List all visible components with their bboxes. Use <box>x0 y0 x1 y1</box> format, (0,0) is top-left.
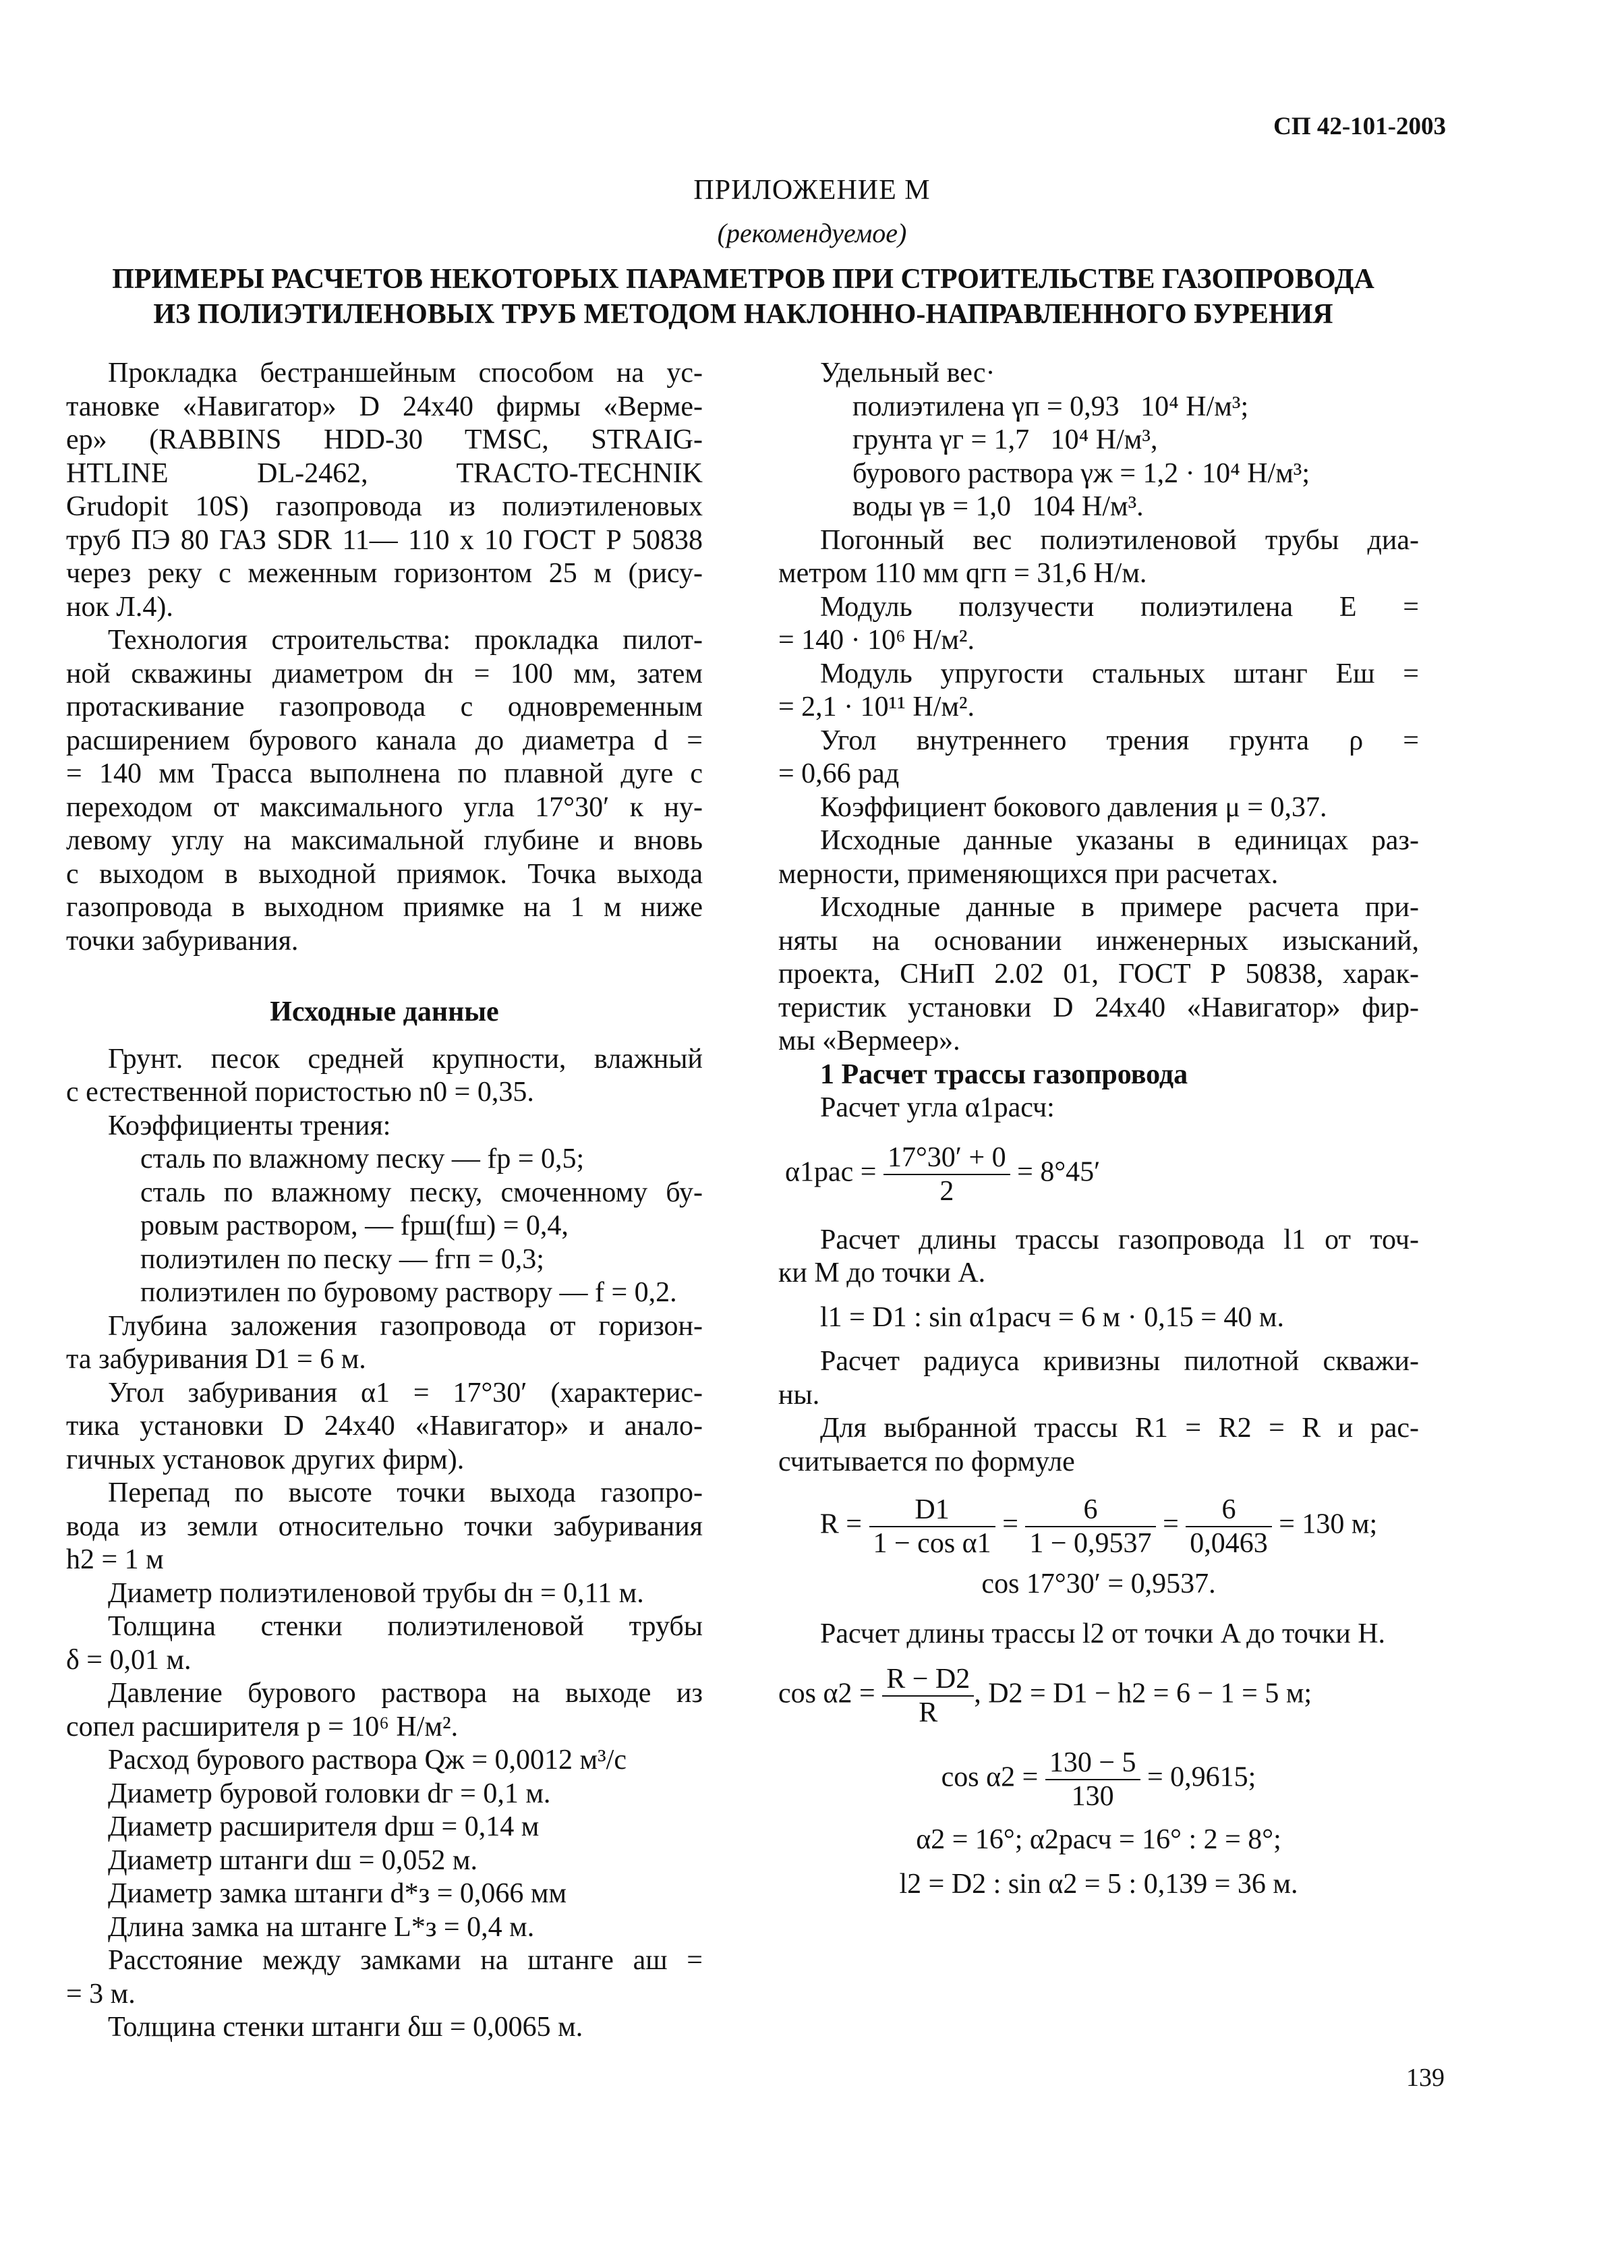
text-line: Погонный вес полиэтиленовой трубы диа- <box>820 524 1419 556</box>
text-line: мы «Вермеер». <box>778 1025 960 1056</box>
text-line: Толщина стенки полиэтиленовой трубы <box>108 1611 703 1642</box>
technology-paragraph <box>66 624 703 958</box>
text-line: Расстояние между замками на штанге aш = <box>108 1945 703 1976</box>
text-line: Grudopit 10S) газопровода из полиэтиленовых <box>66 491 703 522</box>
fraction <box>1025 1494 1155 1560</box>
text-line: Расчет длины трассы l2 от точки A до точки H. <box>820 1618 1386 1649</box>
denominator: 1 − cos α1 <box>873 1528 991 1559</box>
text-line: левому углу на максимальной глубине и вновь <box>66 825 703 856</box>
formula-angle <box>778 1141 1419 1208</box>
text-line: Диаметр замка штанги d*з = 0,066 мм <box>108 1878 567 1909</box>
denominator: 2 <box>939 1175 954 1207</box>
text-line: δ = 0,01 м. <box>66 1644 192 1676</box>
text-line: = 2,1 · 10¹¹ Н/м². <box>778 691 975 722</box>
numerator: 17°30′ + 0 <box>883 1141 1010 1175</box>
equals-sign: = <box>1002 1508 1018 1540</box>
text-line: та забуривания D1 = 6 м. <box>66 1344 366 1375</box>
text-line: Расход бурового раствора Qж = 0,0012 м³/с <box>108 1745 627 1776</box>
text-line: ны. <box>778 1379 820 1411</box>
main-heading-line-1: ПРИМЕРЫ РАСЧЕТОВ НЕКОТОРЫХ ПАРАМЕТРОВ ПРИ СТРОИТЕЛЬСТВЕ ГАЗОПРОВОДА <box>112 264 1374 295</box>
text-line: Угол забуривания α1 = 17°30′ (характерис- <box>108 1377 703 1409</box>
weight-item: грунта γг = 1,7 10⁴ Н/м³, <box>852 424 1158 455</box>
text-line: ной скважины диаметром dн = 100 мм, затем <box>66 658 703 689</box>
formula-cos-alpha2-value <box>778 1747 1419 1813</box>
text-line: Глубина заложения газопровода от горизон- <box>108 1310 703 1342</box>
fraction <box>869 1494 995 1560</box>
text-line: Диаметр полиэтиленовой трубы dн = 0,11 м. <box>108 1577 644 1609</box>
formula-cos-value: cos 17°30′ = 0,9537. <box>981 1568 1216 1599</box>
text-line: Расчет длины трассы газопровода l1 от точ- <box>820 1224 1419 1255</box>
formula-radius <box>778 1494 1419 1560</box>
formula-length-1: l1 = D1 : sin α1расч = 6 м · 0,15 = 40 м. <box>820 1301 1284 1333</box>
section-title-input-data: Исходные данные <box>270 996 499 1027</box>
text-line: Расчет угла α1расч: <box>820 1092 1055 1123</box>
text-line: Давление бурового раствора на выходе из <box>108 1678 703 1709</box>
text-line: Удельный вес· <box>820 358 995 389</box>
appendix-note: (рекомендуемое) <box>717 218 907 248</box>
main-heading <box>61 262 1426 332</box>
text-line: гичных установок других фирм). <box>66 1444 465 1475</box>
text-line: HTLINE DL-2462, TRACTO-TECHNIK <box>66 457 703 489</box>
equals-sign: = <box>1163 1508 1179 1540</box>
text-line: Технология строительства: прокладка пилот- <box>108 625 703 656</box>
fraction <box>883 1141 1010 1208</box>
text-line: тика установки D 24x40 «Навигатор» и анало- <box>66 1411 703 1442</box>
text-line: с естественной пористостью n0 = 0,35. <box>66 1077 534 1108</box>
text-line: h2 = 1 м <box>66 1544 164 1575</box>
formula-lhs: cos α2 = <box>778 1678 875 1709</box>
text-line: сопел расширителя p = 10⁶ Н/м². <box>66 1711 459 1742</box>
text-line: Диаметр расширителя dрш = 0,14 м <box>108 1811 540 1842</box>
text-line: Модуль упругости стальных штанг Eш = <box>820 658 1419 689</box>
weight-item: полиэтилена γп = 0,93 10⁴ Н/м³; <box>852 391 1249 422</box>
text-line: Коэффициенты трения: <box>108 1110 391 1141</box>
text-line: ки M до точки A. <box>778 1257 986 1288</box>
right-column <box>778 357 1419 1901</box>
text-line: Исходные данные в примере расчета при- <box>820 892 1419 923</box>
text-line: точки забуривания. <box>66 925 299 957</box>
fraction <box>882 1663 974 1729</box>
left-column <box>66 357 703 2045</box>
fraction <box>1045 1747 1140 1813</box>
formula-length-2: l2 = D2 : sin α2 = 5 : 0,139 = 36 м. <box>899 1868 1298 1900</box>
text-line: ер» (RABBINS HDD-30 TMSC, STRAIG- <box>66 424 703 455</box>
weight-item: бурового раствора γж = 1,2 · 10⁴ Н/м³; <box>852 457 1310 489</box>
numerator: D1 <box>869 1494 995 1527</box>
formula-cos-alpha2 <box>778 1663 1419 1729</box>
fraction <box>1186 1494 1272 1560</box>
text-line: тановке «Навигатор» D 24x40 фирмы «Верме- <box>66 391 703 422</box>
text-line: с выходом в выходной приямок. Точка выхода <box>66 858 703 890</box>
text-line: газопровода в выходном приямке на 1 м ниже <box>66 892 703 923</box>
text-line: няты на основании инженерных изысканий, <box>778 925 1419 957</box>
text-line: Прокладка бестраншейным способом на ус- <box>108 358 703 389</box>
text-line: Грунт. песок средней крупности, влажный <box>108 1043 703 1075</box>
formula-lhs: α1рас = <box>785 1156 877 1188</box>
text-line: Модуль ползучести полиэтилена E = <box>820 591 1419 623</box>
friction-item: сталь по влажному песку, смоченному бу- <box>140 1176 703 1208</box>
denominator: R <box>919 1697 938 1728</box>
text-line: проекта, СНиП 2.02 01, ГОСТ Р 50838, харак- <box>778 959 1419 990</box>
denominator: 130 <box>1071 1781 1114 1812</box>
friction-item: полиэтилен по песку — fгп = 0,3; <box>140 1243 544 1275</box>
text-line: теристик установки D 24x40 «Навигатор» фир- <box>778 992 1419 1023</box>
intro-paragraph <box>66 357 703 624</box>
text-line: = 3 м. <box>66 1978 136 2010</box>
numerator: 6 <box>1025 1494 1155 1527</box>
weight-item: воды γв = 1,0 104 Н/м³. <box>852 491 1144 522</box>
text-line: Диаметр буровой головки dг = 0,1 м. <box>108 1778 551 1809</box>
document-code: СП 42-101-2003 <box>1273 113 1446 140</box>
denominator: 1 − 0,9537 <box>1029 1528 1152 1559</box>
text-line: расширением бурового канала до диаметра d = <box>66 725 703 756</box>
formula-lhs: cos α2 = <box>941 1761 1039 1793</box>
text-line: Исходные данные указаны в единицах раз- <box>820 825 1419 856</box>
text-line: Угол внутреннего трения грунта ρ = <box>820 725 1419 756</box>
text-line: протаскивание газопровода с одновременным <box>66 691 703 722</box>
text-line: переходом от максимального угла 17°30′ к ну- <box>66 791 703 823</box>
text-line: считывается по формуле <box>778 1446 1075 1477</box>
denominator: 0,0463 <box>1190 1528 1268 1559</box>
appendix-title: ПРИЛОЖЕНИЕ М <box>693 175 931 206</box>
text-line: Коэффициент бокового давления μ = 0,37. <box>820 791 1327 823</box>
formula-rhs: , D2 = D1 − h2 = 6 − 1 = 5 м; <box>974 1678 1312 1709</box>
text-line: метром 110 мм qгп = 31,6 Н/м. <box>778 558 1147 589</box>
text-line: через реку с меженным горизонтом 25 м (рису- <box>66 558 703 589</box>
text-line: Для выбранной трассы R1 = R2 = R и рас- <box>820 1413 1419 1444</box>
numerator: R − D2 <box>882 1663 974 1697</box>
text-line: Длина замка на штанге L*з = 0,4 м. <box>108 1911 535 1943</box>
main-heading-line-2: ИЗ ПОЛИЭТИЛЕНОВЫХ ТРУБ МЕТОДОМ НАКЛОННО-НАПРАВЛЕННОГО БУРЕНИЯ <box>153 299 1333 330</box>
formula-alpha2: α2 = 16°; α2расч = 16° : 2 = 8°; <box>916 1824 1281 1855</box>
formula-rhs: = 0,9615; <box>1147 1761 1256 1793</box>
numerator: 130 − 5 <box>1045 1747 1140 1780</box>
page-number: 139 <box>1406 2064 1445 2092</box>
text-line: = 140 мм Трасса выполнена по плавной дуге с <box>66 758 703 789</box>
formula-rhs: = 8°45′ <box>1017 1156 1101 1188</box>
text-line: Диаметр штанги dш = 0,052 м. <box>108 1844 477 1876</box>
friction-item: ровым раствором, — fрш(fш) = 0,4, <box>140 1210 569 1241</box>
formula-rhs: = 130 м; <box>1279 1508 1378 1540</box>
friction-item: полиэтилен по буровому раствору — f = 0,2. <box>140 1277 677 1308</box>
text-line: труб ПЭ 80 ГАЗ SDR 11— 110 x 10 ГОСТ Р 50838 <box>66 524 703 556</box>
text-line: нок Л.4). <box>66 591 173 623</box>
numerator: 6 <box>1186 1494 1272 1527</box>
section-title-route: 1 Расчет трассы газопровода <box>820 1058 1188 1090</box>
formula-lhs: R = <box>819 1508 862 1540</box>
friction-item: сталь по влажному песку — fp = 0,5; <box>140 1143 585 1174</box>
text-line: вода из земли относительно точки забуривания <box>66 1510 703 1542</box>
text-line: = 140 · 10⁶ Н/м². <box>778 625 975 656</box>
text-line: = 0,66 рад <box>778 758 900 789</box>
text-line: Толщина стенки штанги δш = 0,0065 м. <box>108 2012 583 2043</box>
text-line: Расчет радиуса кривизны пилотной скважи- <box>820 1346 1419 1377</box>
text-line: мерности, применяющихся при расчетах. <box>778 858 1279 890</box>
text-line: Перепад по высоте точки выхода газопро- <box>108 1477 703 1508</box>
